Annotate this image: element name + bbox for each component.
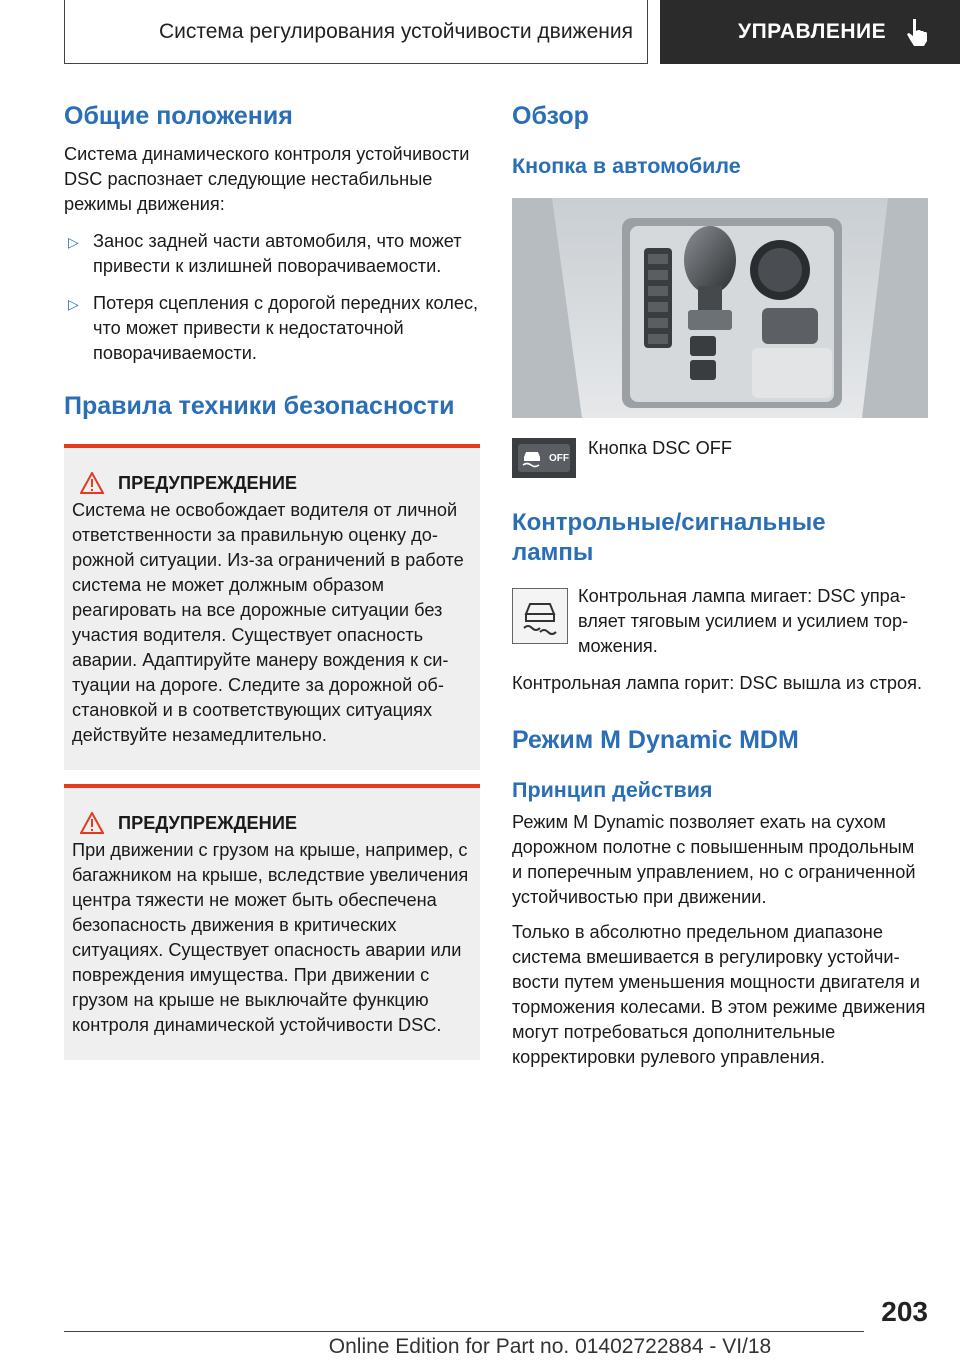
warning-header <box>80 472 472 494</box>
mdm-text-2: Только в абсолютно предельном диапазоне система вмешивается в регулировку устойчивости путем уменьшения мощности двигателя и торможения колесами. В этом режиме движения могут потребоваться дополнительные корректировки рулевого управления. <box>512 922 926 1067</box>
dsc-button-caption: Кнопка DSC OFF <box>588 438 732 458</box>
warning-text: При движении с грузом на крыше, например, с багажником на крыше, вследствие увеличения центра тяжести не может быть обеспечена безопасность движения в критических ситуациях. Существует опасность аварии или повреждения имущества. При движении с грузом на крыше не выключайте функцию контроля динамической устойчивости DSC. <box>72 840 469 1035</box>
mdm-title: Режим M Dynamic MDM <box>512 726 799 754</box>
list-item-text: Занос задней части автомобиля, что может привести к излишней поворачиваемости. <box>93 231 462 276</box>
safety-title: Правила техники безопасности <box>64 392 455 420</box>
general-text: Система динамического контроля устойчивости DSC распознает следующие нестабильные режимы движения: <box>64 144 470 214</box>
lamp-on-text: Контрольная лампа горит: DSC вышла из строя. <box>512 673 923 693</box>
center-console-photo <box>512 198 928 418</box>
warning-box <box>64 784 480 1060</box>
center-console-illustration <box>512 198 928 418</box>
list-item <box>64 291 480 366</box>
warning-label: ПРЕДУПРЕЖДЕНИЕ <box>118 812 298 833</box>
right-column <box>512 100 928 1070</box>
warning-header <box>80 812 472 834</box>
overview-title: Обзор <box>512 102 589 130</box>
dsc-button-row <box>512 438 928 478</box>
warning-box <box>64 444 480 770</box>
dsc-icon-off-text: OFF <box>549 452 569 464</box>
warning-triangle-icon <box>80 472 104 494</box>
triangle-bullet-icon: ▷ <box>68 234 79 250</box>
left-column <box>64 100 480 1060</box>
pointing-hand-icon <box>904 17 930 47</box>
list-item <box>64 229 480 279</box>
section-title: Система регулирования устойчивости движения <box>158 19 633 43</box>
warning-triangle-icon <box>80 812 104 834</box>
lamp-blink-row <box>512 588 928 659</box>
page-number: 203 <box>881 1296 928 1327</box>
lamps-title: Контрольные/сигнальные лампы <box>512 509 826 566</box>
button-subtitle: Кнопка в автомобиле <box>512 154 741 178</box>
footer-divider <box>64 1331 864 1332</box>
mdm-text-1: Режим M Dynamic позволяет ехать на сухом дорожном полотне с повышенным продольным и поперечным управлением, но с ограниченной устойчивостью при движении. <box>512 812 916 907</box>
principle-subtitle: Принцип действия <box>512 778 713 802</box>
dsc-warning-lamp-icon <box>512 588 568 644</box>
dsc-off-button-icon <box>512 438 576 478</box>
triangle-bullet-icon: ▷ <box>68 296 79 312</box>
warning-text: Система не освобождает водителя от личной ответственности за правильную оценку дорожной ситуации. Из-за ограничений в работе система не может должным образом реагировать на все дорожные ситуации без участия водителя. Существует опасность аварии. Адаптируйте манеру вождения к ситуации на дороге. Следите за дорожной обстановкой и в соответствующих ситуациях действуйте незамедлительно. <box>72 500 464 745</box>
chapter-title: УПРАВЛЕНИЕ <box>738 20 887 43</box>
header-section-title <box>64 0 648 64</box>
general-title: Общие положения <box>64 102 293 130</box>
footer-edition: Online Edition for Part no. 01402722884 - VI/18 <box>328 1335 772 1358</box>
header-chapter-tab <box>660 0 960 64</box>
list-item-text: Потеря сцепления с дорогой передних колес, что может привести к недостаточной поворачиваемости. <box>93 293 479 363</box>
lamp-blink-text: Контрольная лампа мигает: DSC управляет тяговым усилием и усилием торможения. <box>578 586 909 656</box>
warning-label: ПРЕДУПРЕЖДЕНИЕ <box>118 472 298 493</box>
